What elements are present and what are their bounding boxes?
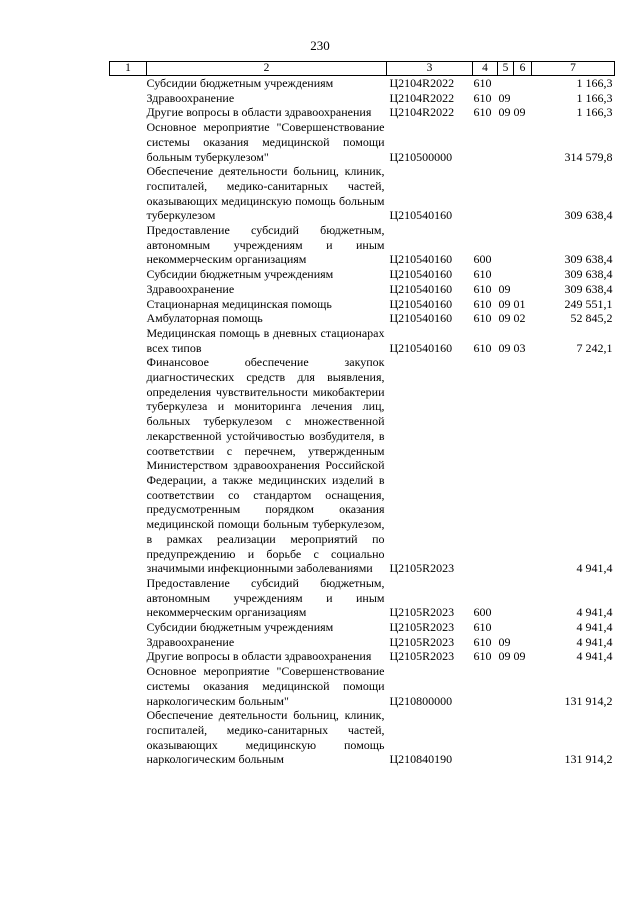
row-subsection [514, 282, 532, 297]
row-name-text: Субсидии бюджетным учреждениям [146, 267, 334, 282]
table-header-row [110, 62, 615, 76]
row-section [498, 223, 514, 267]
row-amount: 4 941,4 [576, 561, 613, 576]
row-expense-type [473, 708, 498, 767]
row-amount: 4 941,4 [576, 620, 613, 635]
row-subsection [514, 635, 532, 650]
table-row [110, 635, 615, 650]
header-col-3: 3 [387, 62, 473, 76]
row-name [147, 355, 387, 576]
row-target-code: Ц210540160 [389, 296, 453, 311]
row-expense-type: 610 [473, 267, 492, 282]
row-name-text: Амбулаторная помощь [146, 311, 263, 326]
row-name-text: Стационарная медицинская помощь [146, 296, 332, 311]
row-amount: 4 941,4 [576, 634, 613, 649]
row-expense-type: 610 [473, 90, 492, 105]
row-section [498, 620, 514, 635]
row-section: 09 [498, 634, 511, 649]
row-expense-type: 610 [473, 105, 492, 120]
row-expense-type: 610 [473, 76, 492, 90]
row-name [147, 297, 387, 312]
row-col-1 [110, 105, 147, 120]
row-col-1 [110, 355, 147, 576]
row-name-text: Субсидии бюджетным учреждениям [146, 620, 334, 635]
row-name-text: Предоставление субсидий бюджетным, автономным учреждениям и иным некоммерческим организациям [146, 575, 385, 620]
table-row [110, 297, 615, 312]
row-col-1 [110, 120, 147, 164]
row-target-code: Ц2105R2023 [389, 605, 455, 620]
row-name-text: Субсидии бюджетным учреждениям [146, 76, 334, 90]
row-amount: 309 638,4 [564, 267, 613, 282]
table-row [110, 267, 615, 282]
header-col-5: 5 [498, 62, 514, 76]
row-target-code: Ц210540160 [389, 311, 453, 326]
row-amount: 1 166,3 [576, 105, 613, 120]
row-target-code: Ц210540160 [389, 208, 453, 223]
row-amount: 1 166,3 [576, 76, 613, 90]
row-expense-type: 610 [473, 620, 492, 635]
row-subsection [514, 120, 532, 164]
row-name [147, 708, 387, 767]
row-name [147, 91, 387, 106]
row-subsection: 02 [513, 311, 526, 326]
table-row [110, 164, 615, 223]
row-expense-type: 610 [473, 296, 492, 311]
table-row [110, 282, 615, 297]
row-amount: 4 941,4 [576, 605, 613, 620]
page-number: 230 [310, 38, 330, 53]
row-section: 09 [498, 281, 511, 296]
row-expense-type [473, 355, 498, 576]
row-col-1 [110, 576, 147, 620]
table-row [110, 708, 615, 767]
row-section [498, 76, 514, 91]
row-col-1 [110, 76, 147, 91]
row-target-code: Ц2104R2022 [389, 105, 455, 120]
row-name [147, 223, 387, 267]
row-target-code: Ц210840190 [389, 752, 453, 767]
table-row [110, 91, 615, 106]
row-expense-type: 610 [473, 649, 492, 664]
row-subsection [514, 267, 532, 282]
row-amount: 131 914,2 [564, 693, 613, 708]
row-name-text: Другие вопросы в области здравоохранения [146, 105, 372, 120]
row-col-1 [110, 297, 147, 312]
row-name-text: Обеспечение деятельности больниц, клиник, госпиталей, медико-санитарных частей, оказывающих медицинскую помощь больным туберкулезом [146, 164, 385, 223]
row-name [147, 576, 387, 620]
row-name-text: Предоставление субсидий бюджетным, автономным учреждениям и иным некоммерческим организациям [146, 223, 385, 267]
row-target-code: Ц210540160 [389, 252, 453, 267]
table-row [110, 620, 615, 635]
row-subsection: 03 [513, 340, 526, 355]
row-name-text: Здравоохранение [146, 634, 235, 649]
row-target-code: Ц2105R2023 [389, 634, 455, 649]
row-section [498, 355, 514, 576]
row-section: 09 [498, 649, 511, 664]
row-subsection [514, 355, 532, 576]
row-name [147, 311, 387, 326]
row-subsection [514, 164, 532, 223]
row-col-1 [110, 708, 147, 767]
row-name [147, 164, 387, 223]
row-subsection [514, 223, 532, 267]
header-col-4: 4 [473, 62, 498, 76]
row-col-1 [110, 267, 147, 282]
row-name [147, 282, 387, 297]
row-section [498, 576, 514, 620]
row-section: 09 [498, 90, 511, 105]
row-amount: 7 242,1 [576, 340, 613, 355]
row-name [147, 326, 387, 355]
row-target-code: Ц2105R2023 [389, 649, 455, 664]
row-expense-type: 600 [473, 252, 492, 267]
row-name-text: Основное мероприятие "Совершенствование системы оказания медицинской помощи наркологическим больным" [146, 664, 385, 708]
row-name [147, 620, 387, 635]
table-row [110, 311, 615, 326]
row-section [498, 120, 514, 164]
table-row [110, 223, 615, 267]
row-subsection: 01 [513, 296, 526, 311]
row-subsection: 09 [513, 105, 526, 120]
table-row [110, 576, 615, 620]
row-amount: 1 166,3 [576, 90, 613, 105]
row-amount: 309 638,4 [564, 252, 613, 267]
row-expense-type: 610 [473, 340, 492, 355]
row-amount: 314 579,8 [564, 149, 613, 164]
row-section: 09 [498, 311, 511, 326]
row-col-1 [110, 311, 147, 326]
row-name-text: Основное мероприятие "Совершенствование системы оказания медицинской помощи больным туберкулезом" [146, 120, 385, 164]
row-target-code: Ц2105R2023 [389, 561, 455, 576]
row-col-1 [110, 635, 147, 650]
row-name [147, 664, 387, 708]
budget-table [109, 61, 615, 767]
row-expense-type: 610 [473, 281, 492, 296]
row-name-text: Другие вопросы в области здравоохранения [146, 649, 372, 664]
row-name [147, 649, 387, 664]
row-subsection: 09 [513, 649, 526, 664]
row-name [147, 76, 387, 91]
row-amount: 52 845,2 [570, 311, 613, 326]
row-name-text: Обеспечение деятельности больниц, клиник, госпиталей, медико-санитарных частей, оказывающих медицинскую помощь наркологическим больным [146, 708, 385, 767]
header-col-1: 1 [110, 62, 147, 76]
row-subsection [514, 620, 532, 635]
row-name [147, 267, 387, 282]
row-subsection [514, 576, 532, 620]
row-section [498, 664, 514, 708]
row-col-1 [110, 620, 147, 635]
row-target-code: Ц210540160 [389, 340, 453, 355]
table-body [110, 76, 615, 768]
row-name-text: Здравоохранение [146, 90, 235, 105]
row-section: 09 [498, 105, 511, 120]
row-col-1 [110, 649, 147, 664]
row-name [147, 105, 387, 120]
row-amount: 309 638,4 [564, 208, 613, 223]
table-row [110, 355, 615, 576]
row-col-1 [110, 326, 147, 355]
row-col-1 [110, 223, 147, 267]
row-subsection [514, 76, 532, 91]
row-expense-type: 610 [473, 311, 492, 326]
row-section [498, 267, 514, 282]
table-row [110, 326, 615, 355]
table-row [110, 76, 615, 91]
row-section [498, 708, 514, 767]
row-expense-type [473, 664, 498, 708]
row-target-code: Ц2105R2023 [389, 620, 455, 635]
table-row [110, 120, 615, 164]
row-expense-type: 600 [473, 605, 492, 620]
row-amount: 249 551,1 [564, 296, 613, 311]
header-col-2: 2 [147, 62, 387, 76]
table-row [110, 664, 615, 708]
row-subsection [514, 664, 532, 708]
row-name-text: Финансовое обеспечение закупок диагностических средств для выявления, определения чувствительности микобактерии туберкулеза и мониторинга лечения лиц, больных туберкулезом с множественной лекарственной устойчивостью возбудителя, в соответствии с перечнем, утвержденным Министерством здравоохранения Российской Федерации, а также медицинских изделий в соответствии со стандартом оснащения, предусмотренным порядком оказания медицинской помощи больным туберкулезом, в рамках реализации мероприятий по предупреждению и борьбе с социально значимыми инфекционными заболеваниями [146, 355, 385, 576]
row-col-1 [110, 91, 147, 106]
row-subsection [514, 91, 532, 106]
row-col-1 [110, 164, 147, 223]
row-target-code: Ц210800000 [389, 693, 453, 708]
row-expense-type [473, 120, 498, 164]
row-name [147, 635, 387, 650]
row-amount: 4 941,4 [576, 649, 613, 664]
row-target-code: Ц210540160 [389, 281, 453, 296]
row-col-1 [110, 282, 147, 297]
row-name-text: Здравоохранение [146, 281, 235, 296]
row-name [147, 120, 387, 164]
header-col-7: 7 [532, 62, 615, 76]
row-col-1 [110, 664, 147, 708]
row-target-code: Ц210540160 [389, 267, 453, 282]
row-subsection [514, 708, 532, 767]
row-target-code: Ц2104R2022 [389, 90, 455, 105]
table-row [110, 105, 615, 120]
header-col-6: 6 [514, 62, 532, 76]
row-expense-type [473, 164, 498, 223]
row-amount: 309 638,4 [564, 281, 613, 296]
row-section: 09 [498, 340, 511, 355]
row-amount: 131 914,2 [564, 752, 613, 767]
row-expense-type: 610 [473, 634, 492, 649]
table-row [110, 649, 615, 664]
row-target-code: Ц210500000 [389, 149, 453, 164]
row-target-code: Ц2104R2022 [389, 76, 455, 90]
row-name-text: Медицинская помощь в дневных стационарах всех типов [146, 325, 385, 355]
row-section [498, 164, 514, 223]
row-section: 09 [498, 296, 511, 311]
